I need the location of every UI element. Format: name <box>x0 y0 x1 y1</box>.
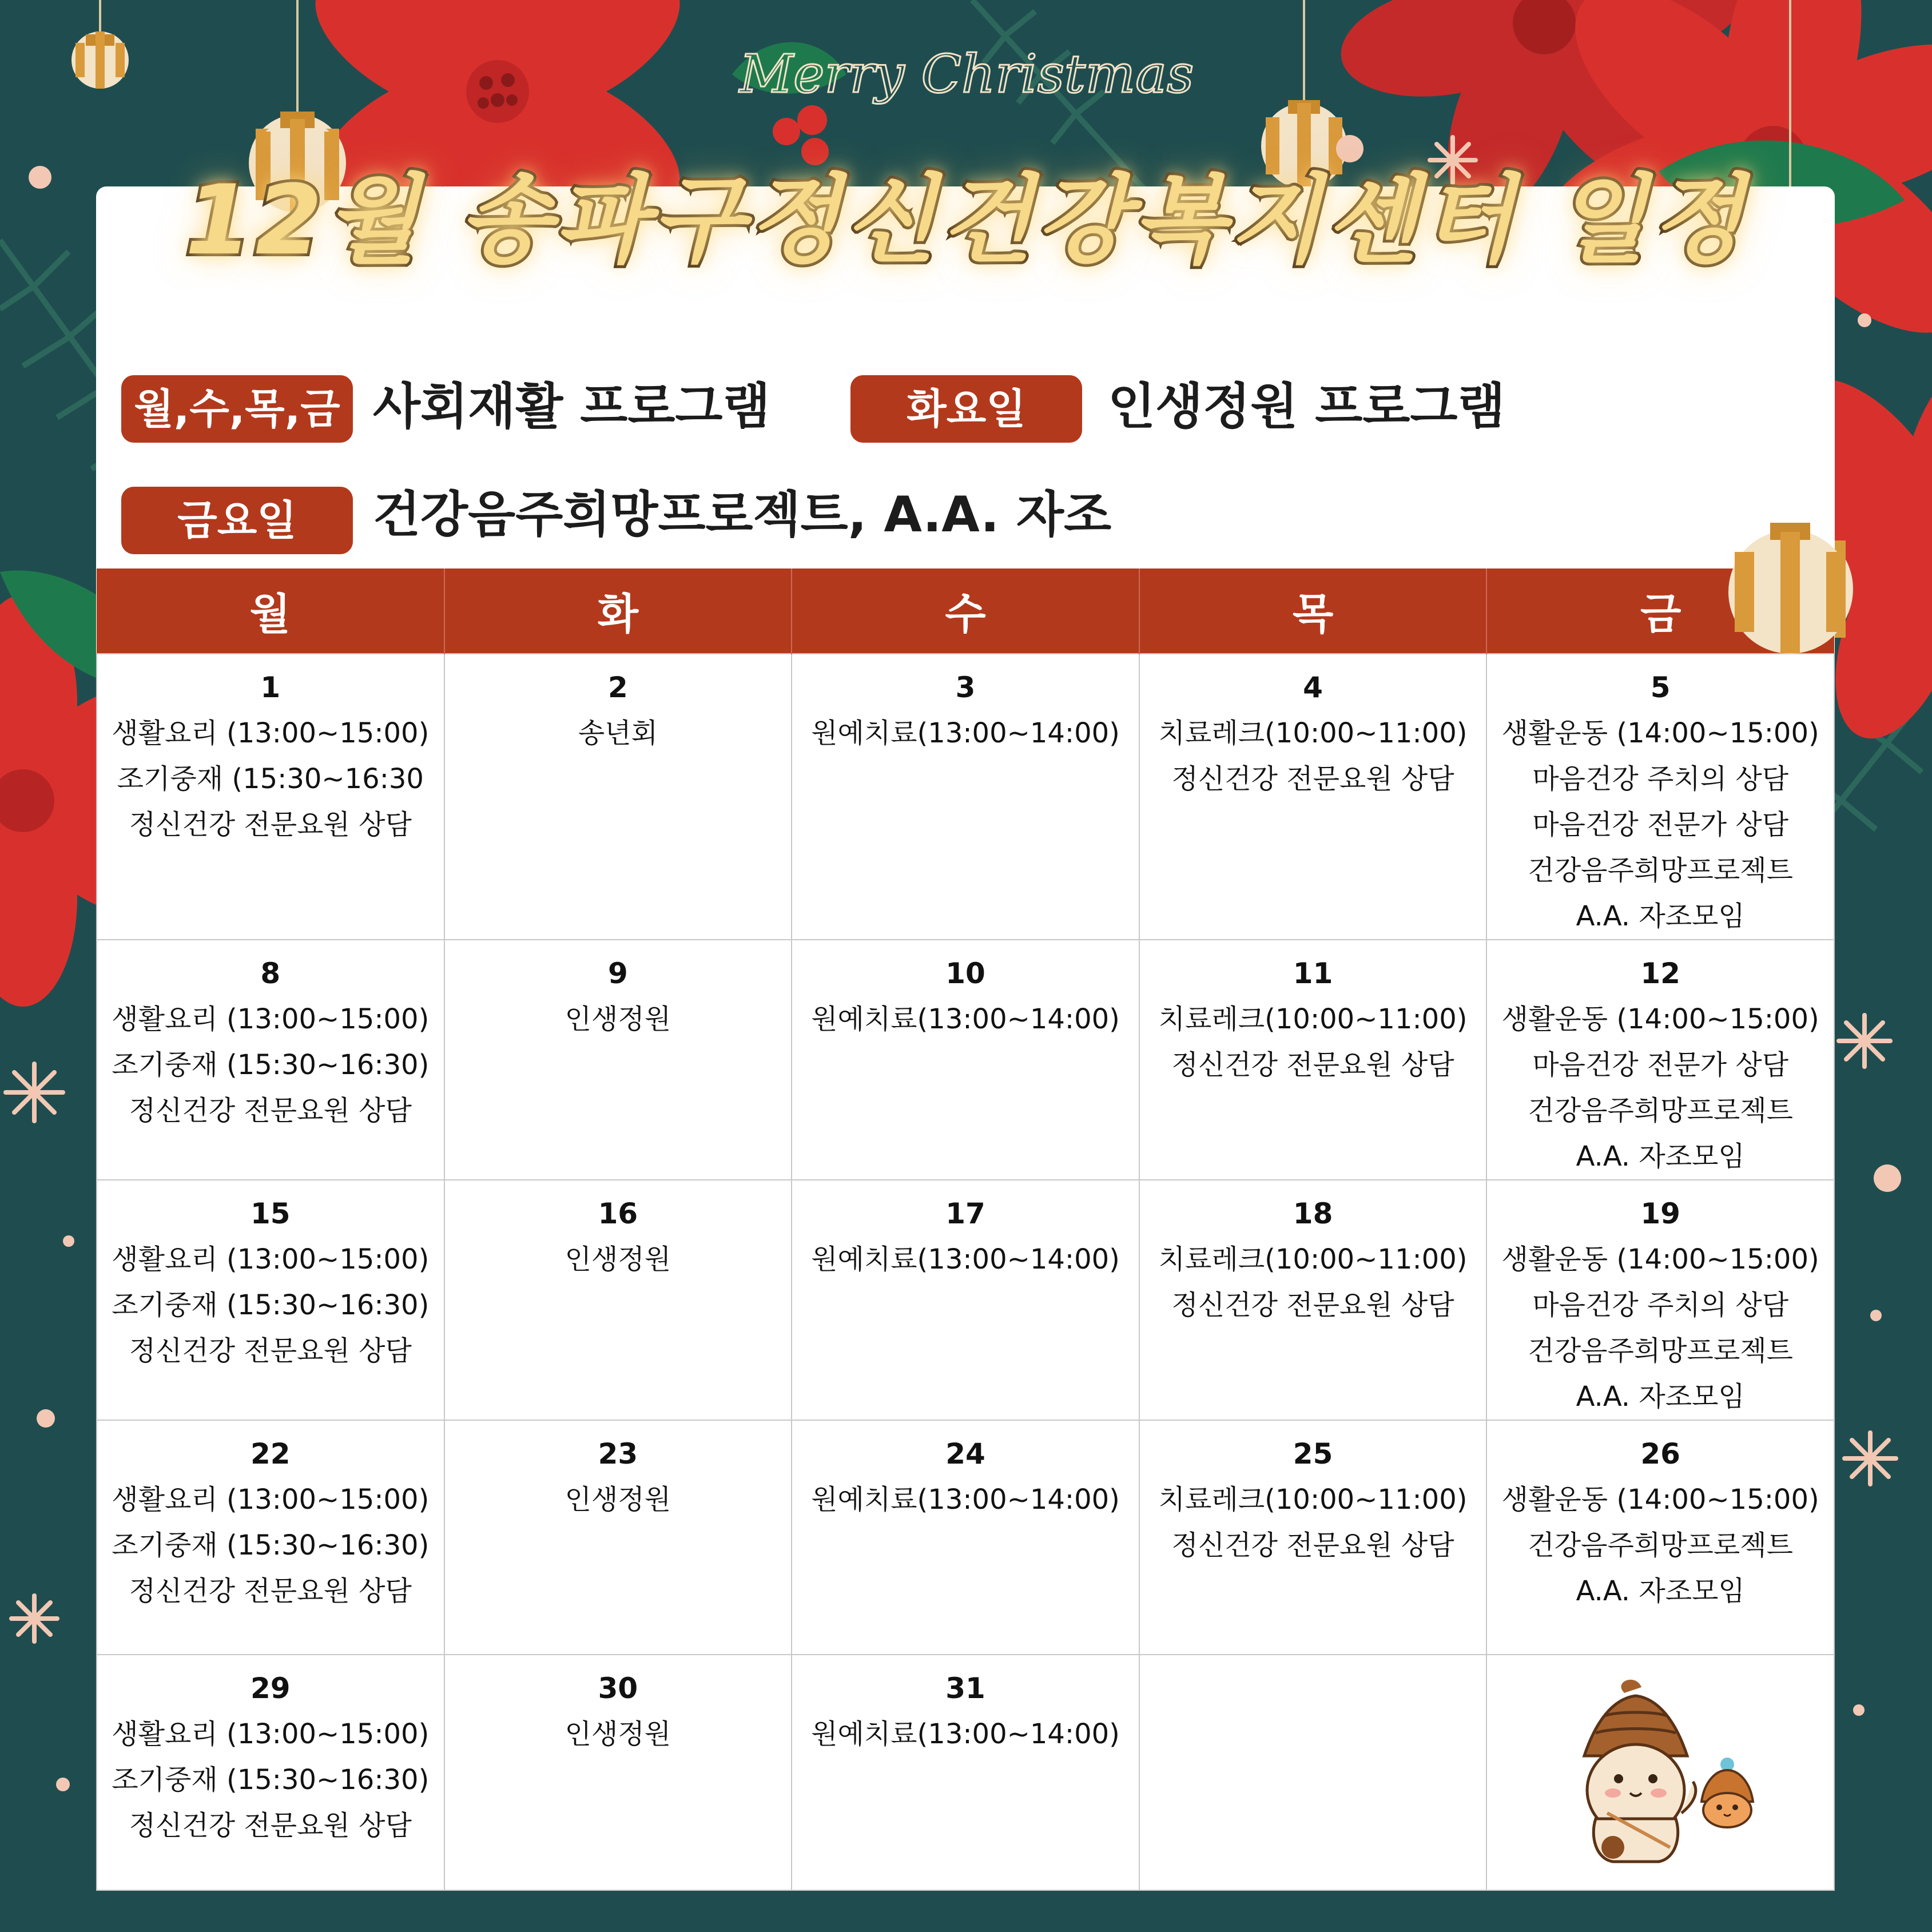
calendar-event: 인생정원 <box>565 1718 671 1750</box>
calendar-event: 건강음주희망프로젝트 <box>1528 1095 1794 1127</box>
calendar-event: 건강음주희망프로젝트 <box>1528 1335 1794 1367</box>
calendar-day-cell <box>1139 940 1487 1180</box>
day-number: 11 <box>1293 957 1333 990</box>
calendar-event: 인생정원 <box>565 1243 671 1275</box>
calendar-day-cell <box>444 1420 792 1655</box>
day-number: 25 <box>1293 1437 1333 1470</box>
legend-badge-tuesday: 화요일 <box>850 375 1082 443</box>
svg-text:Merry Christmas: Merry Christmas <box>739 43 1194 105</box>
calendar-day-cell <box>444 654 792 940</box>
calendar-event: 생활운동 (14:00~15:00) <box>1501 1243 1819 1275</box>
legend-badge-friday: 금요일 <box>121 487 353 554</box>
day-number: 18 <box>1293 1197 1333 1230</box>
legend-program-tuesday: 인생정원 프로그램 <box>1108 378 1505 435</box>
calendar-day-cell <box>792 1655 1139 1890</box>
calendar-day-cell <box>792 1420 1139 1655</box>
weekday-wed: 수 <box>792 569 1139 654</box>
day-number: 8 <box>260 957 281 990</box>
christmas-ornament-icon <box>1727 520 1853 658</box>
calendar-event: A.A. 자조모임 <box>1576 1140 1745 1172</box>
weekday-tue: 화 <box>444 569 792 654</box>
day-number: 2 <box>607 671 628 704</box>
day-number: 29 <box>251 1672 291 1705</box>
calendar-event: 생활요리 (13:00~15:00) <box>112 1718 430 1750</box>
calendar-event: 생활요리 (13:00~15:00) <box>112 717 430 749</box>
page-title: 12월 송파구정신건강복지센터 일정 <box>185 164 1747 276</box>
calendar-event: 정신건강 전문요원 상담 <box>129 1095 412 1127</box>
day-number: 19 <box>1640 1197 1680 1230</box>
day-number: 23 <box>598 1437 638 1470</box>
calendar-event: 마음건강 전문가 상담 <box>1532 1049 1789 1081</box>
calendar-event: 정신건강 전문요원 상담 <box>1171 1049 1454 1081</box>
calendar-event: 조기중재 (15:30~16:30) <box>112 1764 430 1796</box>
calendar-week-row <box>97 940 1834 1180</box>
calendar-day-cell <box>444 1655 792 1890</box>
legend-program-friday: 건강음주희망프로젝트, A.A. 자조 <box>373 486 1112 543</box>
calendar-event: 원예치료(13:00~14:00) <box>811 1718 1120 1750</box>
calendar-event: 마음건강 전문가 상담 <box>1532 809 1789 841</box>
calendar-event: 정신건강 전문요원 상담 <box>129 809 412 841</box>
calendar-event: 정신건강 전문요원 상담 <box>1171 763 1454 795</box>
calendar-event: 생활요리 (13:00~15:00) <box>112 1243 430 1275</box>
calendar-event: 치료레크(10:00~11:00) <box>1158 1484 1468 1516</box>
legend-program-weekdays: 사회재활 프로그램 <box>373 378 770 435</box>
calendar-event: 정신건강 전문요원 상담 <box>129 1335 412 1367</box>
calendar-event: 마음건강 주치의 상담 <box>1532 763 1789 795</box>
calendar-event: 원예치료(13:00~14:00) <box>811 1484 1120 1516</box>
calendar-day-cell <box>444 1180 792 1420</box>
calendar-week-row <box>97 654 1834 940</box>
day-number: 3 <box>955 671 976 704</box>
calendar-event: 조기중재 (15:30~16:30) <box>112 1529 430 1561</box>
day-number: 1 <box>260 671 281 704</box>
merry-christmas-lettering <box>739 38 1194 175</box>
day-number: 16 <box>598 1197 638 1230</box>
weekday-fri: 금 <box>1486 569 1834 654</box>
calendar-day-cell <box>1486 1420 1834 1655</box>
calendar-day-cell <box>1139 1420 1487 1655</box>
day-number: 5 <box>1650 671 1671 704</box>
weekday-mon: 월 <box>97 569 444 654</box>
legend-badge-weekdays: 월,수,목,금 <box>121 375 353 443</box>
calendar-event: 생활운동 (14:00~15:00) <box>1501 1003 1819 1035</box>
calendar-day-cell <box>792 654 1139 940</box>
calendar-event: A.A. 자조모임 <box>1576 1575 1745 1607</box>
calendar-event: 조기중재 (15:30~16:30 <box>117 763 424 795</box>
calendar-event: 정신건강 전문요원 상담 <box>129 1575 412 1607</box>
day-number: 4 <box>1303 671 1323 704</box>
pinecone-mascot-icon <box>1516 1676 1784 1870</box>
calendar-event: 원예치료(13:00~14:00) <box>811 1003 1120 1035</box>
calendar-event: 원예치료(13:00~14:00) <box>811 717 1120 749</box>
calendar-day-cell <box>1486 940 1834 1180</box>
calendar-day-cell <box>97 1655 444 1890</box>
calendar-event: 정신건강 전문요원 상담 <box>129 1810 412 1842</box>
calendar-event: A.A. 자조모임 <box>1576 1381 1745 1413</box>
calendar-day-cell <box>444 940 792 1180</box>
calendar-day-cell <box>1139 1655 1487 1890</box>
calendar-event: 생활운동 (14:00~15:00) <box>1501 1484 1819 1516</box>
calendar-day-cell <box>97 940 444 1180</box>
calendar-day-cell <box>1486 654 1834 940</box>
day-number: 24 <box>945 1437 985 1470</box>
calendar-event: 마음건강 주치의 상담 <box>1532 1289 1789 1321</box>
day-number: 10 <box>945 957 985 990</box>
day-number: 30 <box>598 1672 638 1705</box>
calendar-event: 치료레크(10:00~11:00) <box>1158 717 1468 749</box>
calendar-event: 인생정원 <box>565 1003 671 1035</box>
day-number: 15 <box>251 1197 291 1230</box>
calendar-event: 송년회 <box>578 717 658 749</box>
calendar-day-cell <box>1139 654 1487 940</box>
calendar-event: 건강음주희망프로젝트 <box>1528 854 1794 887</box>
calendar-event: A.A. 자조모임 <box>1576 900 1745 932</box>
calendar-event: 치료레크(10:00~11:00) <box>1158 1003 1468 1035</box>
calendar-event: 치료레크(10:00~11:00) <box>1158 1243 1468 1275</box>
calendar-week-row <box>97 1180 1834 1420</box>
calendar-event: 조기중재 (15:30~16:30) <box>112 1049 430 1081</box>
calendar-event: 정신건강 전문요원 상담 <box>1171 1529 1454 1561</box>
day-number: 17 <box>945 1197 985 1230</box>
day-number: 9 <box>607 957 628 990</box>
calendar-event: 생활운동 (14:00~15:00) <box>1501 717 1819 749</box>
weekday-header-row <box>97 569 1834 654</box>
calendar-day-cell <box>1486 1180 1834 1420</box>
calendar-day-cell <box>97 1420 444 1655</box>
calendar-event: 정신건강 전문요원 상담 <box>1171 1289 1454 1321</box>
weekday-thu: 목 <box>1139 569 1487 654</box>
calendar-week-row <box>97 1420 1834 1655</box>
calendar-day-cell <box>792 1180 1139 1420</box>
calendar-event: 생활요리 (13:00~15:00) <box>112 1003 430 1035</box>
day-number: 12 <box>1640 957 1680 990</box>
calendar-event: 조기중재 (15:30~16:30) <box>112 1289 430 1321</box>
calendar-event: 건강음주희망프로젝트 <box>1528 1529 1794 1561</box>
calendar-day-cell <box>97 1180 444 1420</box>
day-number: 22 <box>251 1437 291 1470</box>
calendar-day-cell <box>1139 1180 1487 1420</box>
calendar-day-cell <box>792 940 1139 1180</box>
calendar-event: 인생정원 <box>565 1484 671 1516</box>
day-number: 31 <box>945 1672 985 1705</box>
day-number: 26 <box>1640 1437 1680 1470</box>
calendar-event: 원예치료(13:00~14:00) <box>811 1243 1120 1275</box>
calendar-event: 생활요리 (13:00~15:00) <box>112 1484 430 1516</box>
calendar-day-cell <box>97 654 444 940</box>
